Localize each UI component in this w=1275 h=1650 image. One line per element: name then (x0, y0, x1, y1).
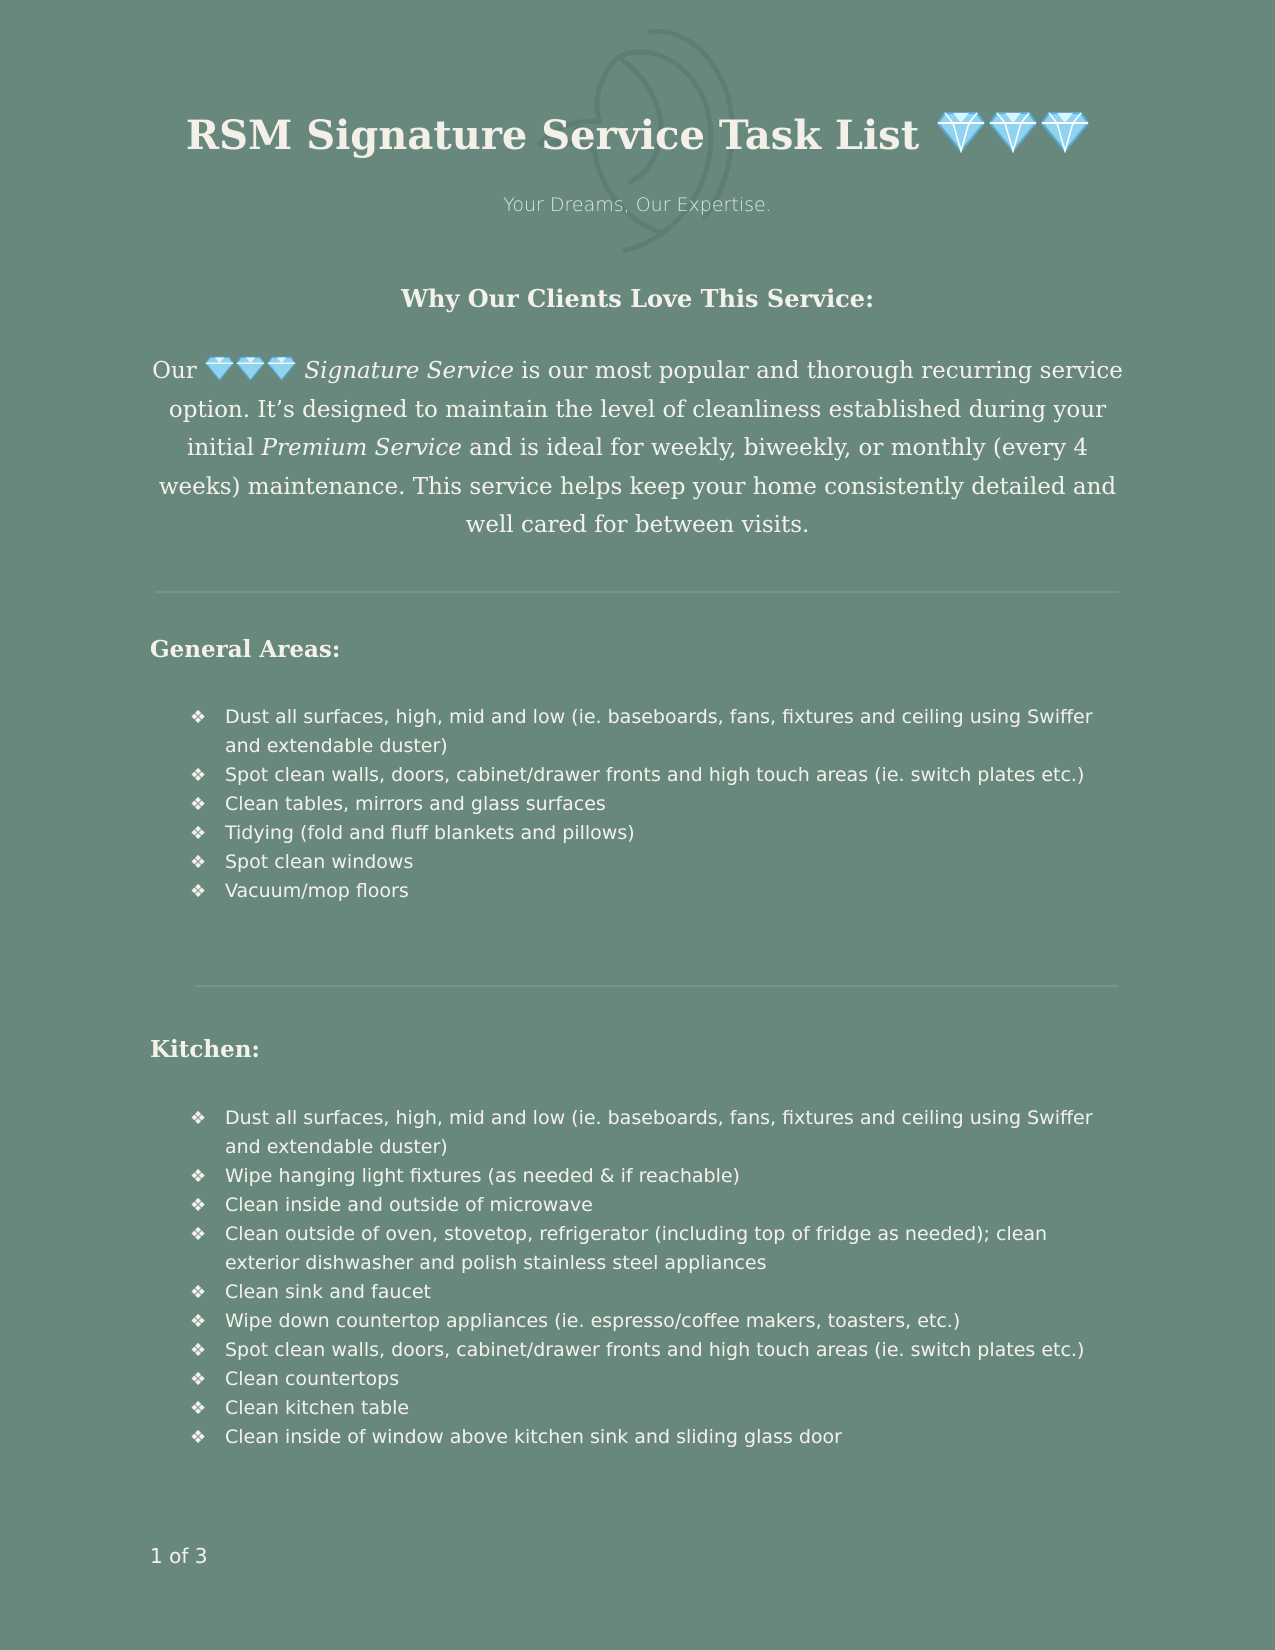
list-item-text: Spot clean walls, doors, cabinet/drawer fronts and high touch areas (ie. switch plates etc.) (225, 1339, 1085, 1361)
gem-icon (236, 355, 265, 381)
list-item-text: Dust all surfaces, high, mid and low (ie. baseboards, fans, fixtures and ceiling using Swiffer and extendable duster) (225, 706, 1093, 757)
list-item (190, 1365, 1120, 1394)
page-number: 1 of 3 (150, 1544, 208, 1568)
bullet-icon: ❖ (190, 1282, 207, 1303)
kitchen-task-list (190, 1104, 1120, 1452)
page-title-text: RSM Signature Service Task List (185, 112, 920, 159)
divider (155, 591, 1118, 593)
list-item-text: Tidying (fold and fluff blankets and pillows) (225, 822, 635, 844)
gem-icon (1041, 109, 1089, 153)
list-item (190, 1162, 1120, 1191)
list-item (190, 1394, 1120, 1423)
divider (195, 985, 1118, 987)
list-item-text: Clean inside of window above kitchen sink and sliding glass door (225, 1426, 842, 1448)
gem-icon (989, 109, 1037, 153)
bullet-icon: ❖ (190, 1108, 207, 1129)
list-item (190, 1278, 1120, 1307)
list-item-text: Clean outside of oven, stovetop, refrigerator (including top of fridge as needed); clean exterior dishwasher and polish stainless steel appliances (225, 1223, 1048, 1274)
bullet-icon: ❖ (190, 1195, 207, 1216)
gem-icon (205, 355, 234, 381)
list-item (190, 1423, 1120, 1452)
signature-service-name: Signature Service (304, 358, 514, 384)
bullet-icon: ❖ (190, 707, 207, 728)
bullet-icon: ❖ (190, 1311, 207, 1332)
list-item (190, 1220, 1120, 1278)
list-item-text: Spot clean walls, doors, cabinet/drawer fronts and high touch areas (ie. switch plates etc.) (225, 764, 1085, 786)
list-item-text: Clean countertops (225, 1368, 400, 1390)
premium-service-name: Premium Service (261, 435, 462, 461)
section-heading-general-areas: General Areas: (150, 636, 341, 663)
list-item (190, 848, 1120, 877)
bullet-icon: ❖ (190, 823, 207, 844)
tagline: Your Dreams, Our Expertise. (503, 194, 772, 216)
list-item (190, 819, 1120, 848)
list-item (190, 1336, 1120, 1365)
bullet-icon: ❖ (190, 794, 207, 815)
list-item (190, 761, 1120, 790)
bullet-icon: ❖ (190, 1166, 207, 1187)
bullet-icon: ❖ (190, 1398, 207, 1419)
list-item-text: Clean tables, mirrors and glass surfaces (225, 793, 606, 815)
gem-icon (267, 355, 296, 381)
gem-icon (937, 109, 985, 153)
list-item-text: Clean kitchen table (225, 1397, 410, 1419)
intro-paragraph (150, 352, 1125, 545)
list-item-text: Clean inside and outside of microwave (225, 1194, 593, 1216)
intro-text-part1: is our most popular and thorough recurring service option. It’s designed to maintain the level of cleanliness established during your initial (168, 358, 1123, 461)
section-heading-kitchen: Kitchen: (150, 1036, 260, 1063)
bullet-icon: ❖ (190, 765, 207, 786)
list-item (190, 703, 1120, 761)
list-item-text: Spot clean windows (225, 851, 414, 873)
bullet-icon: ❖ (190, 881, 207, 902)
list-item-text: Vacuum/mop floors (225, 880, 409, 902)
why-heading: Why Our Clients Love This Service: (401, 284, 874, 313)
intro-text-part2: and is ideal for weekly, biweekly, or monthly (every 4 weeks) maintenance. This service helps keep your home consistently detailed and well cared for between visits. (158, 435, 1117, 538)
list-item (190, 1191, 1120, 1220)
list-item (190, 1104, 1120, 1162)
bullet-icon: ❖ (190, 852, 207, 873)
list-item (190, 877, 1120, 906)
list-item (190, 1307, 1120, 1336)
bullet-icon: ❖ (190, 1369, 207, 1390)
bullet-icon: ❖ (190, 1340, 207, 1361)
general-areas-task-list (190, 703, 1120, 906)
list-item (190, 790, 1120, 819)
list-item-text: Wipe down countertop appliances (ie. espresso/coffee makers, toasters, etc.) (225, 1310, 961, 1332)
list-item-text: Wipe hanging light fixtures (as needed & if reachable) (225, 1165, 740, 1187)
bullet-icon: ❖ (190, 1224, 207, 1245)
bullet-icon: ❖ (190, 1427, 207, 1448)
list-item-text: Clean sink and faucet (225, 1281, 431, 1303)
list-item-text: Dust all surfaces, high, mid and low (ie. baseboards, fans, fixtures and ceiling using Swiffer and extendable duster) (225, 1107, 1093, 1158)
intro-prefix: Our (152, 358, 197, 384)
page-title (0, 108, 1275, 164)
